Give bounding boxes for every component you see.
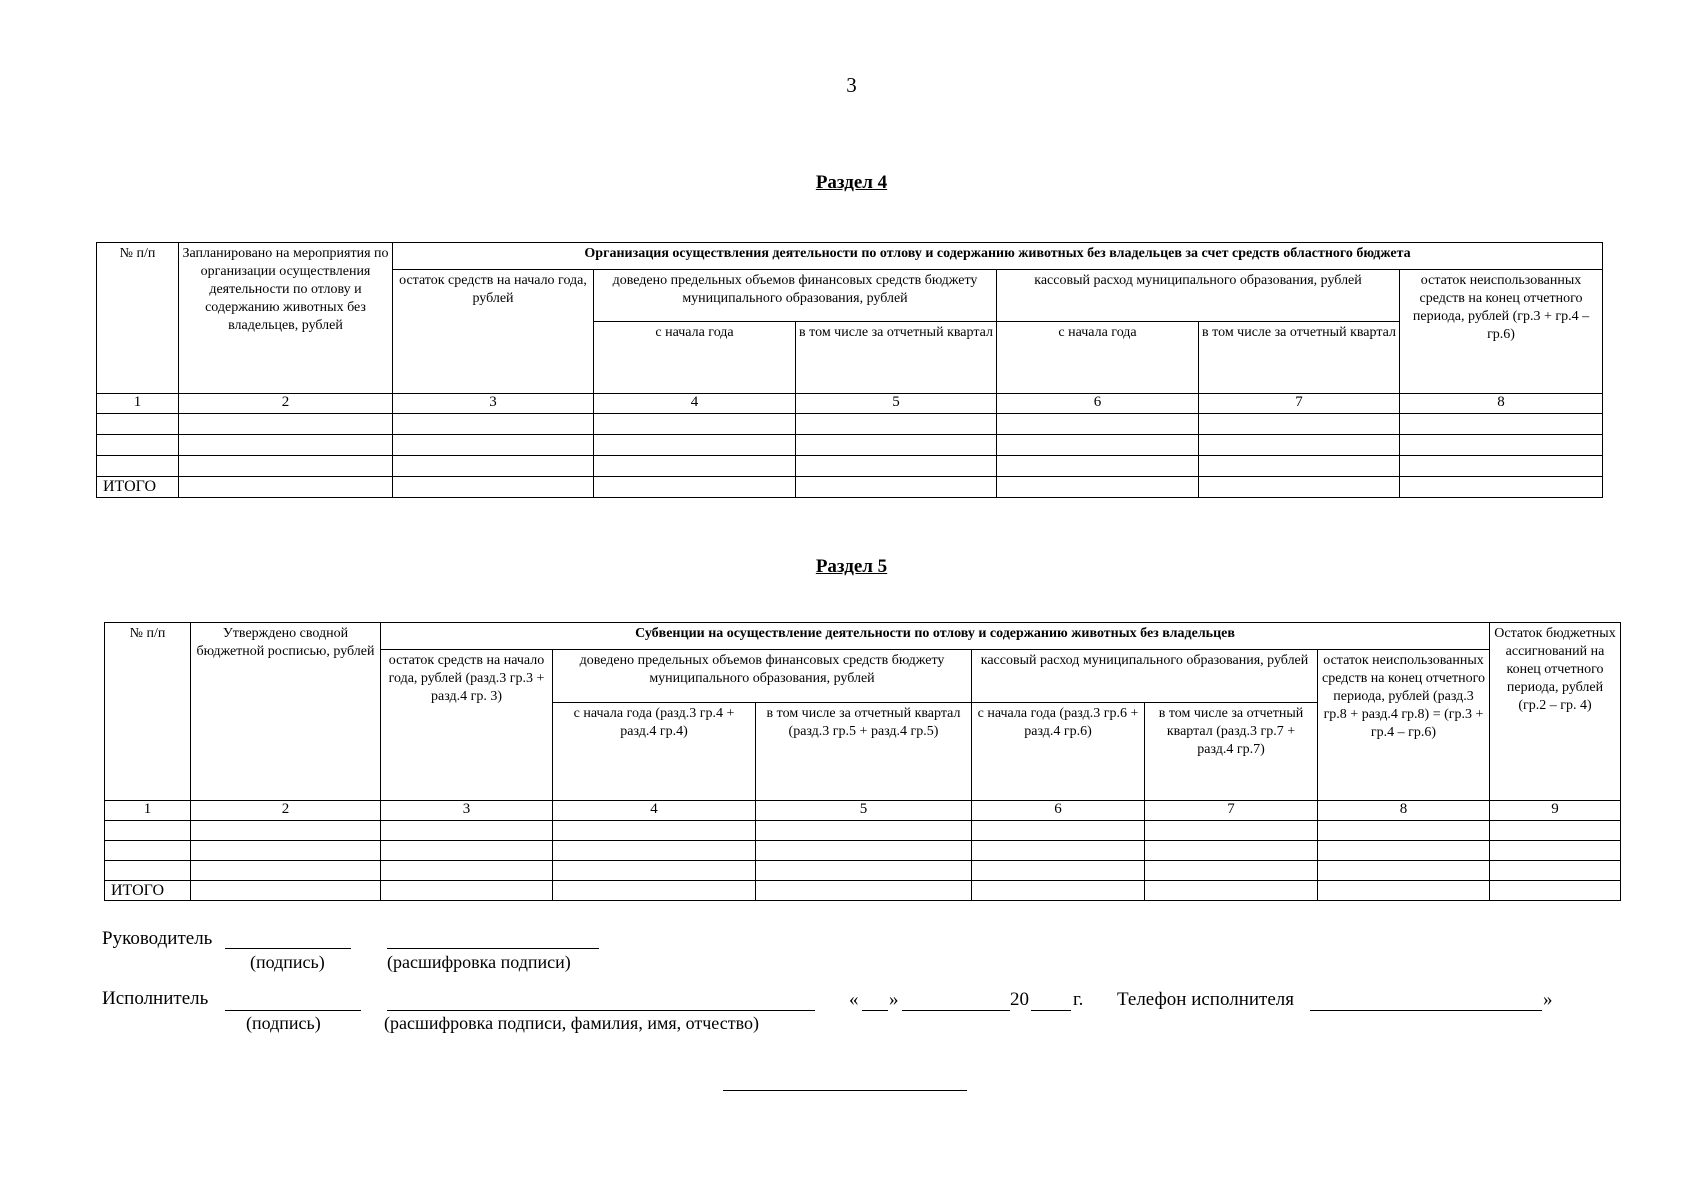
date-month-line[interactable]: [902, 1010, 1010, 1011]
s5-blank-row: [105, 861, 1621, 881]
s4-header-brought-quarter: в том числе за отчетный квартал: [796, 322, 997, 394]
s4-col-number: 2: [179, 394, 393, 414]
s5-header-unused: остаток неиспользованных средств на конец отчетного периода, рублей (разд.3 гр.8 + разд.4 гр.8) = (гр.3 + гр.4 – гр.6): [1318, 650, 1490, 801]
phone-close-quote: »: [1543, 989, 1553, 1010]
s5-column-number-row: [105, 801, 1621, 821]
s5-header-brought: доведено предельных объемов финансовых средств бюджету муниципального образования, рублей: [553, 650, 972, 703]
s4-col-number: 6: [997, 394, 1199, 414]
s4-header-planned: Запланировано на мероприятия по организации осуществления деятельности по отлову и содержанию животных без владельцев, рублей: [179, 243, 393, 394]
head-decoding-hint: (расшифровка подписи): [387, 952, 571, 972]
s5-header-remaining: Остаток бюджетных ассигнований на конец отчетного периода, рублей (гр.2 – гр. 4): [1490, 623, 1621, 801]
s4-header-brought: доведено предельных объемов финансовых средств бюджету муниципального образования, рублей: [594, 270, 997, 322]
s4-header-group: Организация осуществления деятельности по отлову и содержанию животных без владельцев за счет средств областного бюджета: [393, 243, 1603, 270]
s4-header-num: № п/п: [97, 243, 179, 394]
s5-blank-row: [105, 841, 1621, 861]
section-4-title: Раздел 4: [815, 172, 888, 193]
s4-header-unused: остаток неиспользованных средств на конец отчетного периода, рублей (гр.3 + гр.4 – гр.6): [1400, 270, 1603, 394]
section-5-table: [104, 622, 1621, 901]
s4-blank-row: [97, 414, 1603, 435]
s4-col-number: 3: [393, 394, 594, 414]
s5-header-brought-quarter: в том числе за отчетный квартал (разд.3 гр.5 + разд.4 гр.5): [756, 703, 972, 801]
s4-total-row: [97, 477, 1603, 498]
s4-blank-row: [97, 456, 1603, 477]
executor-signature-hint: (подпись): [246, 1013, 321, 1033]
s4-header-balance-start: остаток средств на начало года, рублей: [393, 270, 594, 394]
s5-col-number: 7: [1145, 801, 1318, 821]
executor-decoding-line[interactable]: [387, 1010, 815, 1011]
s5-header-cash-quarter: в том числе за отчетный квартал (разд.3 гр.7 + разд.4 гр.7): [1145, 703, 1318, 801]
s4-header-cash: кассовый расход муниципального образования, рублей: [997, 270, 1400, 322]
s4-col-number: 5: [796, 394, 997, 414]
executor-signature-line[interactable]: [225, 1010, 361, 1011]
s5-total-row: [105, 881, 1621, 901]
s4-header-cash-from-start: с начала года: [997, 322, 1199, 394]
s5-header-num: № п/п: [105, 623, 191, 801]
s5-col-number: 9: [1490, 801, 1621, 821]
s4-col-number: 1: [97, 394, 179, 414]
s4-total-label: ИТОГО: [97, 477, 179, 498]
s5-blank-row: [105, 821, 1621, 841]
s4-col-number: 4: [594, 394, 796, 414]
head-signature-hint: (подпись): [250, 952, 325, 972]
section-4-table: [96, 242, 1603, 498]
executor-label: Исполнитель: [102, 988, 209, 1009]
date-close-quote: »: [889, 989, 899, 1010]
s5-col-number: 4: [553, 801, 756, 821]
s5-col-number: 1: [105, 801, 191, 821]
phone-label: Телефон исполнителя: [1117, 989, 1294, 1010]
s5-header-cash-from-start: с начала года (разд.3 гр.6 + разд.4 гр.6): [972, 703, 1145, 801]
section-5-title: Раздел 5: [815, 556, 888, 577]
s5-total-label: ИТОГО: [105, 881, 191, 901]
s5-col-number: 3: [381, 801, 553, 821]
date-open-quote: «: [849, 989, 859, 1010]
s5-header-balance-start: остаток средств на начало года, рублей (разд.3 гр.3 + разд.4 гр. 3): [381, 650, 553, 801]
s5-col-number: 5: [756, 801, 972, 821]
page-number: 3: [846, 73, 857, 97]
head-signature-line[interactable]: [225, 948, 351, 949]
s4-header-cash-quarter: в том числе за отчетный квартал: [1199, 322, 1400, 394]
s5-header-group: Субвенции на осуществление деятельности по отлову и содержанию животных без владельцев: [381, 623, 1490, 650]
date-year-suffix: г.: [1073, 989, 1084, 1010]
s5-header-cash: кассовый расход муниципального образования, рублей: [972, 650, 1318, 703]
head-decoding-line[interactable]: [387, 948, 599, 949]
date-year-prefix: 20: [1010, 989, 1029, 1010]
s4-header-brought-from-start: с начала года: [594, 322, 796, 394]
s5-col-number: 6: [972, 801, 1145, 821]
s4-col-number: 7: [1199, 394, 1400, 414]
s5-col-number: 2: [191, 801, 381, 821]
date-day-line[interactable]: [862, 1010, 888, 1011]
s4-blank-row: [97, 435, 1603, 456]
footer-rule: [723, 1090, 967, 1091]
executor-decoding-hint: (расшифровка подписи, фамилия, имя, отчество): [384, 1013, 759, 1033]
s5-col-number: 8: [1318, 801, 1490, 821]
s4-col-number: 8: [1400, 394, 1603, 414]
date-year-line[interactable]: [1031, 1010, 1071, 1011]
head-label: Руководитель: [102, 928, 213, 949]
phone-line[interactable]: [1310, 1010, 1542, 1011]
s4-column-number-row: [97, 394, 1603, 414]
s5-header-approved: Утверждено сводной бюджетной росписью, рублей: [191, 623, 381, 801]
s5-header-brought-from-start: с начала года (разд.3 гр.4 + разд.4 гр.4): [553, 703, 756, 801]
